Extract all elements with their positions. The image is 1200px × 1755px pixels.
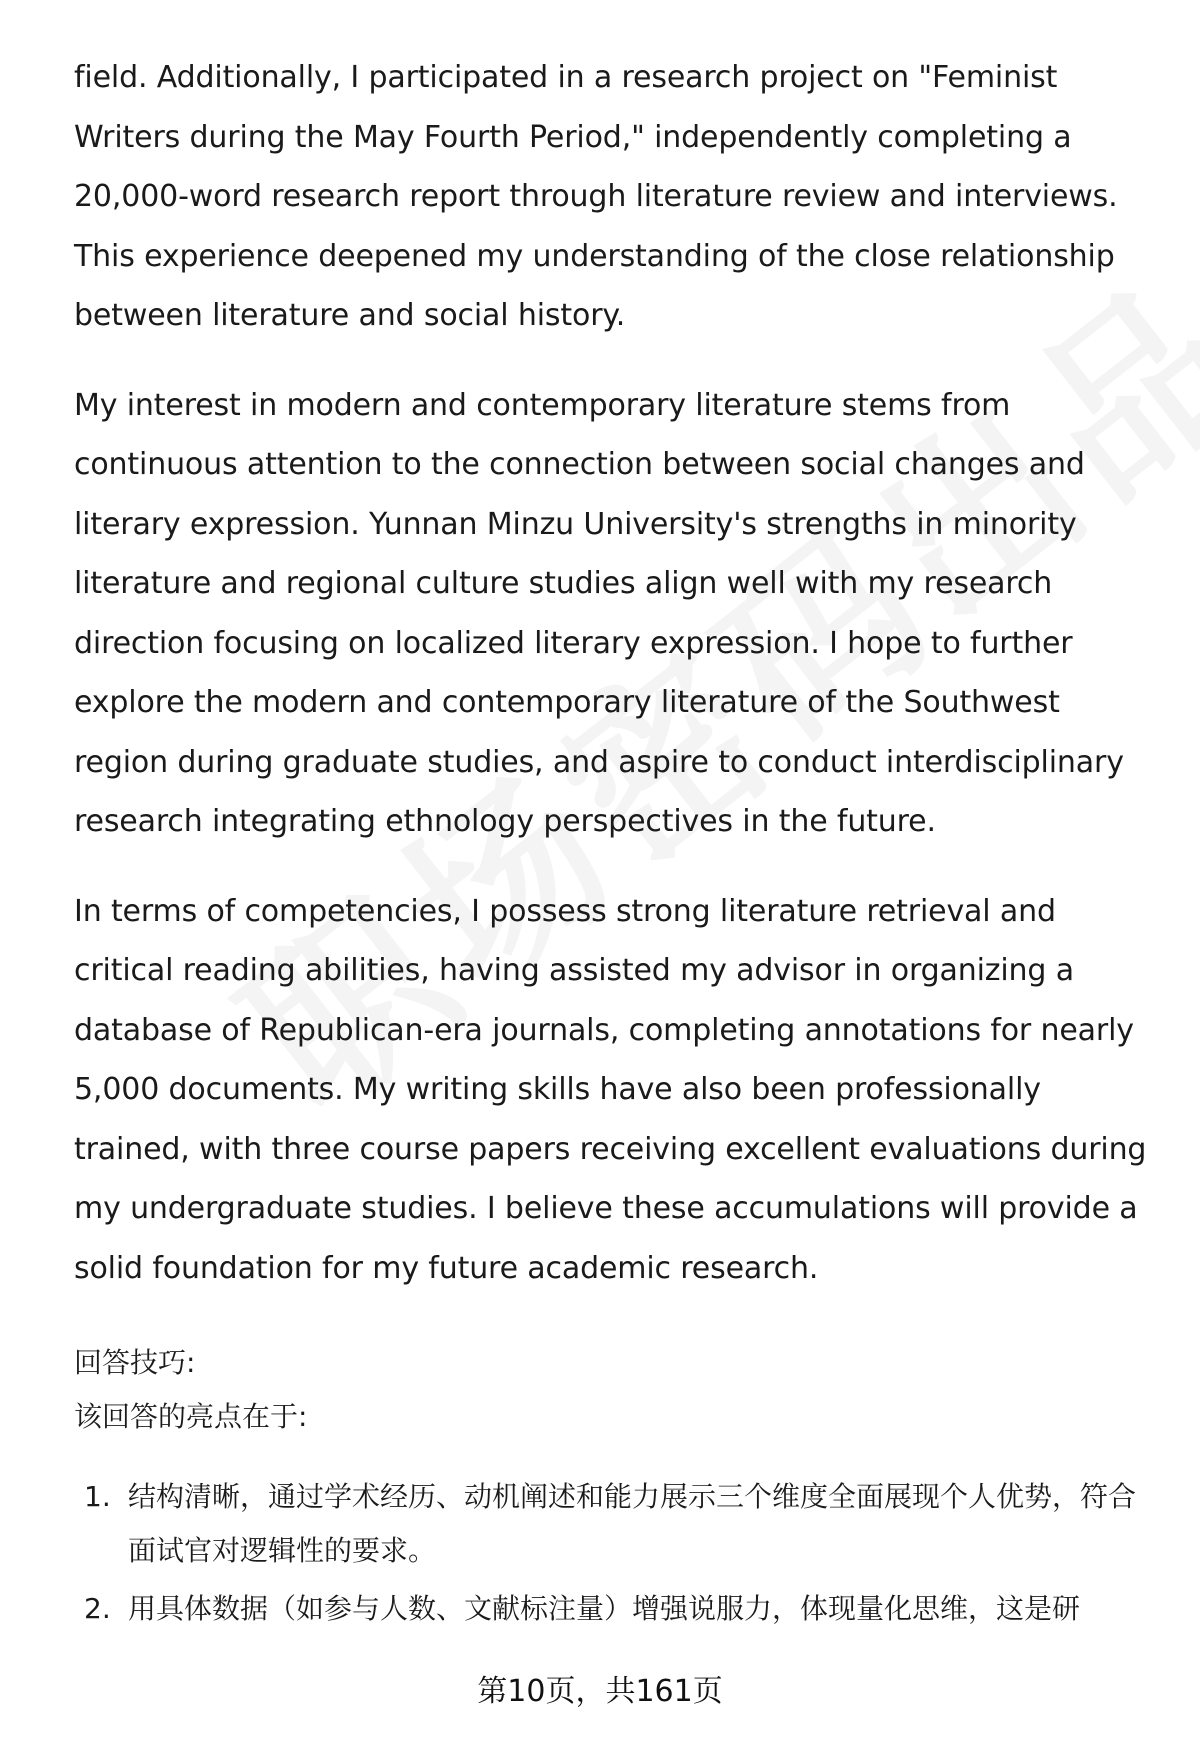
highlights-list <box>74 1470 1154 1636</box>
list-item-number: 1. <box>84 1480 111 1513</box>
paragraph-research-interest: My interest in modern and contemporary literature stems from continuous attention to the connection between social changes and literary expression. Yunnan Minzu University's strengths in minority literature and regional culture studies align well with my research direction focusing on localized literary expression. I hope to further explore the modern and contemporary literature of the Southwest region during graduate studies, and aspire to conduct interdisciplinary research integrating ethnology perspectives in the future. <box>74 387 1124 839</box>
document-body <box>74 48 1154 1640</box>
list-item <box>74 1582 1154 1636</box>
paragraph-competencies: In terms of competencies, I possess strong literature retrieval and critical reading abilities, having assisted my advisor in organizing a database of Republican-era journals, completing annotations for nearly 5,000 documents. My writing skills have also been professionally trained, with three course papers receiving excellent evaluations during my undergraduate studies. I believe these accumulations will provide a solid foundation for my future academic research. <box>74 893 1147 1286</box>
tips-heading: 回答技巧: <box>74 1346 196 1379</box>
list-item-text: 用具体数据（如参与人数、文献标注量）增强说服力，体现量化思维，这是研 <box>128 1592 1081 1625</box>
list-item-number: 2. <box>84 1592 111 1625</box>
highlights-intro: 该回答的亮点在于: <box>74 1400 308 1433</box>
list-item-text: 结构清晰，通过学术经历、动机阐述和能力展示三个维度全面展现个人优势，符合面试官对逻辑性的要求。 <box>128 1480 1137 1567</box>
paragraph-academic-experience: field. Additionally, I participated in a research project on "Feminist Writers during the May Fourth Period," independently completing a 20,000-word research report through literature review and interviews. This experience deepened my understanding of the close relationship between literature and social history. <box>74 60 1118 333</box>
page-number: 第10页，共161页 <box>477 1674 723 1709</box>
list-item <box>74 1470 1154 1578</box>
